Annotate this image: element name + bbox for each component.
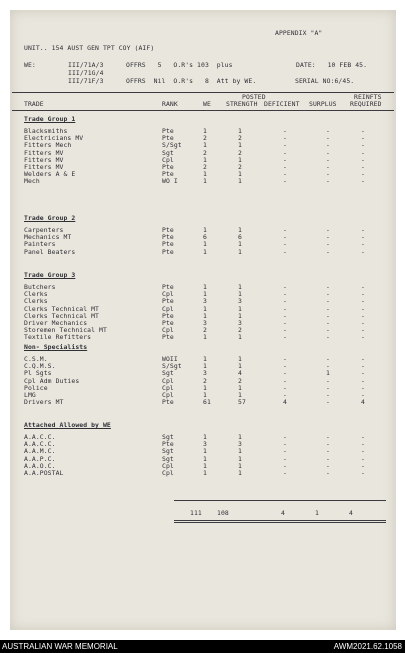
cell-rank: S/Sgt — [162, 362, 182, 371]
cell-reinforcements-required: - — [361, 383, 365, 392]
cell-we-count: 1 — [203, 391, 207, 399]
cell-rank: S/Sgt — [162, 141, 182, 150]
cell-posted-strength: 1 — [238, 447, 242, 456]
cell-we-count: 1 — [203, 226, 207, 234]
cell-trade-name: Welders A & E — [24, 170, 76, 179]
we-label: WE: — [24, 61, 36, 69]
cell-rank: Cpl — [162, 304, 174, 313]
cell-we-count: 1 — [203, 311, 207, 320]
cell-surplus: - — [326, 155, 330, 164]
cell-surplus: - — [326, 311, 330, 320]
cell-reinforcements-required: - — [361, 141, 365, 150]
cell-deficient: - — [283, 362, 287, 371]
cell-deficient: - — [283, 163, 287, 171]
cell-deficient: 4 — [283, 398, 287, 407]
cell-trade-name: Storemen Technical MT — [24, 326, 107, 335]
cell-posted-strength: 1 — [238, 362, 242, 371]
group-title: Trade Group 1 — [24, 115, 76, 123]
cell-we-count: 6 — [203, 233, 207, 242]
totals-rule-bottom-2 — [174, 522, 386, 523]
total-deficient: 4 — [281, 509, 285, 517]
cell-posted-strength: 2 — [238, 148, 242, 157]
cell-we-count: 1 — [203, 461, 207, 470]
cell-surplus: - — [326, 333, 330, 342]
cell-deficient: - — [283, 304, 287, 313]
archive-reference: AWM2021.62.1058 — [333, 642, 402, 651]
cell-we-count: 3 — [203, 297, 207, 306]
cell-rank: Pte — [162, 319, 174, 327]
cell-rank: WOII — [162, 355, 178, 363]
cell-rank: Sgt — [162, 148, 174, 157]
cell-deficient: - — [283, 440, 287, 449]
cell-reinforcements-required: - — [361, 155, 365, 164]
cell-we-count: 1 — [203, 240, 207, 249]
cell-reinforcements-required: - — [361, 148, 365, 157]
cell-posted-strength: 1 — [238, 127, 242, 135]
cell-deficient: - — [283, 319, 287, 327]
cell-deficient: - — [283, 290, 287, 299]
cell-deficient: - — [283, 433, 287, 441]
cell-reinforcements-required: - — [361, 369, 365, 378]
totals-rule-top — [174, 500, 386, 501]
cell-surplus: - — [326, 362, 330, 371]
cell-we-count: 2 — [203, 163, 207, 171]
cell-we-count: 2 — [203, 326, 207, 335]
cell-posted-strength: 1 — [238, 177, 242, 186]
cell-posted-strength: 1 — [238, 311, 242, 320]
col-posted-1: POSTED — [242, 93, 266, 101]
cell-rank: WO I — [162, 177, 178, 186]
cell-deficient: - — [283, 297, 287, 306]
cell-deficient: - — [283, 461, 287, 470]
cell-surplus: - — [326, 247, 330, 256]
cell-reinforcements-required: - — [361, 240, 365, 249]
cell-reinforcements-required: - — [361, 177, 365, 186]
cell-we-count: 3 — [203, 319, 207, 327]
cell-trade-name: A.A.C.C. — [24, 433, 56, 441]
cell-reinforcements-required: - — [361, 362, 365, 371]
header-rule — [12, 92, 394, 93]
cell-rank: Cpl — [162, 290, 174, 299]
cell-trade-name: Fitters Mech — [24, 141, 72, 150]
cell-posted-strength: 1 — [238, 283, 242, 291]
cell-trade-name: Painters — [24, 240, 56, 249]
cell-trade-name: Electricians MV — [24, 134, 84, 143]
cell-we-count: 1 — [203, 283, 207, 291]
cell-surplus: - — [326, 226, 330, 234]
cell-we-count: 1 — [203, 447, 207, 456]
cell-posted-strength: 1 — [238, 383, 242, 392]
cell-deficient: - — [283, 177, 287, 186]
cell-deficient: - — [283, 469, 287, 477]
cell-trade-name: A.A.POSTAL — [24, 469, 64, 477]
cell-posted-strength: 1 — [238, 469, 242, 477]
cell-reinforcements-required: - — [361, 163, 365, 171]
cell-surplus: - — [326, 290, 330, 299]
cell-surplus: - — [326, 240, 330, 249]
total-we: 111 — [190, 509, 202, 517]
we-ref-1: III/71A/3 — [68, 61, 104, 69]
cell-we-count: 2 — [203, 134, 207, 143]
cell-surplus: - — [326, 304, 330, 313]
cell-trade-name: Cpl Adm Duties — [24, 376, 80, 385]
cell-reinforcements-required: - — [361, 440, 365, 449]
cell-trade-name: Fitters MV — [24, 155, 64, 164]
cell-posted-strength: 3 — [238, 440, 242, 449]
cell-surplus: - — [326, 454, 330, 463]
cell-posted-strength: 1 — [238, 170, 242, 179]
date-text: DATE: 10 FEB 45. — [296, 61, 368, 69]
cell-surplus: - — [326, 461, 330, 470]
cell-surplus: - — [326, 326, 330, 335]
archive-footer — [0, 640, 405, 653]
cell-posted-strength: 2 — [238, 163, 242, 171]
cell-we-count: 3 — [203, 369, 207, 378]
group-title: Attached Allowed by WE — [24, 421, 111, 429]
cell-deficient: - — [283, 311, 287, 320]
col-rein-2: REQUIRED — [350, 100, 382, 108]
cell-rank: Cpl — [162, 469, 174, 477]
cell-deficient: - — [283, 134, 287, 143]
cell-deficient: - — [283, 240, 287, 249]
cell-trade-name: A.A.P.C. — [24, 454, 56, 463]
cell-deficient: - — [283, 170, 287, 179]
cell-surplus: - — [326, 433, 330, 441]
cell-reinforcements-required: - — [361, 247, 365, 256]
cell-rank: Sgt — [162, 447, 174, 456]
cell-posted-strength: 1 — [238, 333, 242, 342]
cell-posted-strength: 3 — [238, 319, 242, 327]
cell-rank: Sgt — [162, 433, 174, 441]
cell-reinforcements-required: - — [361, 333, 365, 342]
cell-posted-strength: 1 — [238, 290, 242, 299]
cell-deficient: - — [283, 247, 287, 256]
cell-deficient: - — [283, 447, 287, 456]
cell-we-count: 1 — [203, 362, 207, 371]
cell-trade-name: Butchers — [24, 283, 56, 291]
cell-surplus: - — [326, 170, 330, 179]
cell-rank: Cpl — [162, 155, 174, 164]
cell-trade-name: Drivers MT — [24, 398, 64, 407]
cell-deficient: - — [283, 326, 287, 335]
cell-trade-name: Pl Sgts — [24, 369, 52, 378]
col-rank: RANK — [162, 100, 178, 108]
cell-we-count: 1 — [203, 433, 207, 441]
cell-reinforcements-required: - — [361, 134, 365, 143]
cell-trade-name: A.A.M.C. — [24, 447, 56, 456]
cell-deficient: - — [283, 127, 287, 135]
we-ref-3: III/71F/3 — [68, 77, 104, 85]
cell-rank: Sgt — [162, 369, 174, 378]
cell-rank: Pte — [162, 226, 174, 234]
cell-posted-strength: 2 — [238, 376, 242, 385]
cell-surplus: - — [326, 127, 330, 135]
cell-surplus: - — [326, 233, 330, 242]
group-title: Non- Specialists — [24, 343, 88, 351]
cell-trade-name: Mech — [24, 177, 40, 186]
cell-trade-name: LMG — [24, 391, 36, 399]
cell-we-count: 1 — [203, 469, 207, 477]
cell-deficient: - — [283, 333, 287, 342]
cell-trade-name: Blacksmiths — [24, 127, 68, 135]
cell-we-count: 2 — [203, 148, 207, 157]
col-posted-2: STRENGTH — [226, 100, 258, 108]
cell-deficient: - — [283, 148, 287, 157]
group-title: Trade Group 2 — [24, 214, 76, 222]
cell-we-count: 1 — [203, 177, 207, 186]
total-posted: 108 — [217, 509, 229, 517]
cell-reinforcements-required: - — [361, 170, 365, 179]
cell-surplus: - — [326, 134, 330, 143]
cell-we-count: 1 — [203, 383, 207, 392]
cell-posted-strength: 1 — [238, 433, 242, 441]
cell-reinforcements-required: - — [361, 461, 365, 470]
cell-rank: Cpl — [162, 461, 174, 470]
cell-rank: Pte — [162, 163, 174, 171]
cell-trade-name: Clerks Technical MT — [24, 304, 100, 313]
cell-surplus: - — [326, 355, 330, 363]
cell-rank: Pte — [162, 240, 174, 249]
cell-reinforcements-required: - — [361, 226, 365, 234]
cell-posted-strength: 2 — [238, 326, 242, 335]
cell-reinforcements-required: - — [361, 376, 365, 385]
cell-posted-strength: 1 — [238, 247, 242, 256]
cell-reinforcements-required: - — [361, 454, 365, 463]
cell-deficient: - — [283, 454, 287, 463]
cell-trade-name: Mechanics MT — [24, 233, 72, 242]
cell-posted-strength: 1 — [238, 304, 242, 313]
cell-posted-strength: 1 — [238, 226, 242, 234]
cell-surplus: - — [326, 376, 330, 385]
cell-trade-name: A.A.O.C. — [24, 461, 56, 470]
cell-rank: Cpl — [162, 391, 174, 399]
serial-text: SERIAL NO:6/45. — [295, 77, 355, 85]
offrs-line-2: OFFRS Nil O.R's 8 Att by WE. — [126, 77, 257, 85]
cell-rank: Pte — [162, 134, 174, 143]
cell-rank: Sgt — [162, 454, 174, 463]
cell-we-count: 61 — [203, 398, 211, 407]
cell-surplus: - — [326, 297, 330, 306]
cell-deficient: - — [283, 141, 287, 150]
offrs-line-1: OFFRS 5 O.R's 103 plus — [126, 61, 233, 69]
cell-reinforcements-required: - — [361, 355, 365, 363]
group-title: Trade Group 3 — [24, 271, 76, 279]
cell-we-count: 1 — [203, 355, 207, 363]
cell-posted-strength: 1 — [238, 240, 242, 249]
cell-posted-strength: 3 — [238, 297, 242, 306]
cell-trade-name: Clerks Technical MT — [24, 311, 100, 320]
cell-trade-name: Textile Refitters — [24, 333, 92, 342]
cell-rank: Pte — [162, 333, 174, 342]
archive-name: AUSTRALIAN WAR MEMORIAL — [2, 642, 118, 651]
cell-deficient: - — [283, 383, 287, 392]
cell-we-count: 1 — [203, 333, 207, 342]
total-reinforcements: 4 — [349, 509, 353, 517]
cell-deficient: - — [283, 355, 287, 363]
col-deficient: DEFICIENT — [264, 100, 300, 108]
cell-deficient: - — [283, 391, 287, 399]
cell-we-count: 1 — [203, 304, 207, 313]
cell-trade-name: A.A.C.C. — [24, 440, 56, 449]
cell-we-count: 1 — [203, 170, 207, 179]
cell-surplus: - — [326, 163, 330, 171]
cell-rank: Cpl — [162, 326, 174, 335]
cell-surplus: - — [326, 469, 330, 477]
cell-surplus: - — [326, 398, 330, 407]
cell-trade-name: C.Q.M.S. — [24, 362, 56, 371]
cell-we-count: 2 — [203, 376, 207, 385]
cell-rank: Cpl — [162, 383, 174, 392]
cell-trade-name: Panel Beaters — [24, 247, 76, 256]
cell-surplus: - — [326, 319, 330, 327]
cell-reinforcements-required: - — [361, 447, 365, 456]
cell-we-count: 1 — [203, 290, 207, 299]
cell-surplus: - — [326, 440, 330, 449]
cell-deficient: - — [283, 369, 287, 378]
cell-we-count: 1 — [203, 155, 207, 164]
cell-rank: Pte — [162, 170, 174, 179]
cell-rank: Pte — [162, 127, 174, 135]
col-rein-1: REINFTS — [354, 93, 382, 101]
cell-rank: Pte — [162, 247, 174, 256]
cell-reinforcements-required: - — [361, 304, 365, 313]
cell-posted-strength: 57 — [238, 398, 246, 407]
cell-reinforcements-required: - — [361, 326, 365, 335]
cell-posted-strength: 2 — [238, 134, 242, 143]
cell-posted-strength: 1 — [238, 355, 242, 363]
cell-trade-name: Clerks — [24, 290, 48, 299]
cell-rank: Pte — [162, 297, 174, 306]
document-page — [10, 10, 396, 630]
cell-we-count: 1 — [203, 247, 207, 256]
cell-surplus: - — [326, 383, 330, 392]
cell-reinforcements-required: - — [361, 319, 365, 327]
cell-surplus: - — [326, 391, 330, 399]
cell-posted-strength: 1 — [238, 461, 242, 470]
cell-deficient: - — [283, 233, 287, 242]
col-we: WE — [203, 100, 211, 108]
cell-trade-name: Fitters MV — [24, 148, 64, 157]
appendix-label: APPENDIX "A" — [275, 29, 323, 37]
cell-surplus: - — [326, 447, 330, 456]
cell-we-count: 3 — [203, 440, 207, 449]
we-ref-2: III/71G/4 — [68, 69, 104, 77]
cell-we-count: 1 — [203, 127, 207, 135]
cell-reinforcements-required: - — [361, 311, 365, 320]
cell-posted-strength: 1 — [238, 454, 242, 463]
total-surplus: 1 — [315, 509, 319, 517]
cell-trade-name: Carpenters — [24, 226, 64, 234]
cell-surplus: - — [326, 141, 330, 150]
cell-reinforcements-required: - — [361, 391, 365, 399]
cell-reinforcements-required: - — [361, 297, 365, 306]
cell-rank: Pte — [162, 440, 174, 449]
cell-posted-strength: 4 — [238, 369, 242, 378]
cell-trade-name: Fitters MV — [24, 163, 64, 171]
cell-trade-name: Clerks — [24, 297, 48, 306]
cell-reinforcements-required: 4 — [361, 398, 365, 407]
cell-posted-strength: 1 — [238, 141, 242, 150]
totals-rule-bottom-1 — [174, 520, 386, 521]
cell-reinforcements-required: - — [361, 127, 365, 135]
cell-surplus: - — [326, 283, 330, 291]
cell-surplus: - — [326, 177, 330, 186]
cell-deficient: - — [283, 226, 287, 234]
cell-deficient: - — [283, 376, 287, 385]
cell-reinforcements-required: - — [361, 283, 365, 291]
cell-posted-strength: 6 — [238, 233, 242, 242]
cell-we-count: 1 — [203, 454, 207, 463]
cell-surplus: - — [326, 148, 330, 157]
col-surplus: SURPLUS — [309, 100, 337, 108]
cell-rank: Pte — [162, 398, 174, 407]
cell-trade-name: C.S.M. — [24, 355, 48, 363]
cell-we-count: 1 — [203, 141, 207, 150]
cell-reinforcements-required: - — [361, 433, 365, 441]
column-rule — [12, 110, 394, 111]
cell-reinforcements-required: - — [361, 233, 365, 242]
cell-posted-strength: 1 — [238, 391, 242, 399]
cell-rank: Pte — [162, 311, 174, 320]
cell-rank: Pte — [162, 233, 174, 242]
cell-rank: Cpl — [162, 376, 174, 385]
cell-trade-name: Police — [24, 383, 48, 392]
cell-deficient: - — [283, 283, 287, 291]
cell-trade-name: Driver Mechanics — [24, 319, 88, 327]
cell-posted-strength: 1 — [238, 155, 242, 164]
cell-deficient: - — [283, 155, 287, 164]
cell-surplus: 1 — [326, 369, 330, 378]
cell-rank: Pte — [162, 283, 174, 291]
cell-reinforcements-required: - — [361, 469, 365, 477]
cell-reinforcements-required: - — [361, 290, 365, 299]
unit-line: UNIT.. 154 AUST GEN TPT COY (AIF) — [24, 44, 155, 52]
col-trade: TRADE — [24, 100, 44, 108]
